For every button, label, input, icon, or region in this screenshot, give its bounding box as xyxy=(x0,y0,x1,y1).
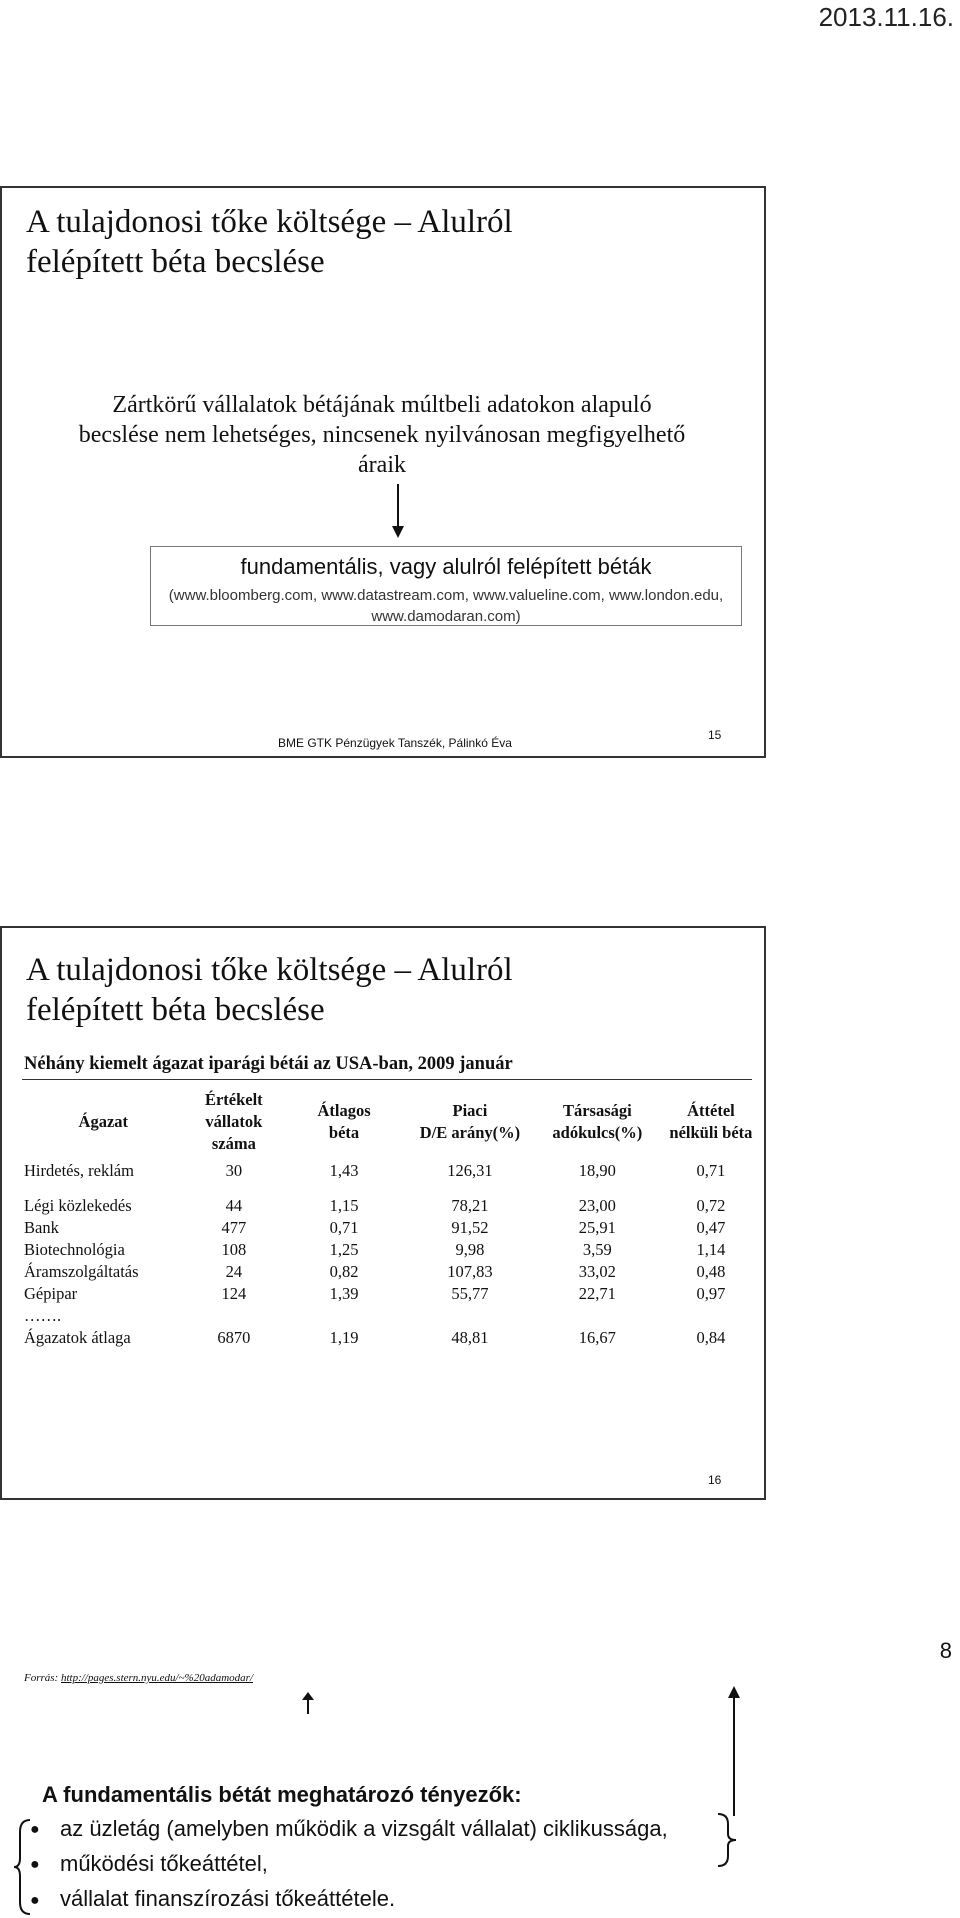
table-subtitle: Néhány kiemelt ágazat iparági bétái az USA-ban, 2009 január xyxy=(24,1054,513,1074)
table-row xyxy=(24,1161,764,1195)
cell-sector: ……. xyxy=(24,1306,62,1325)
slide-title-line1: A tulajdonosi tőke költsége – Alulról xyxy=(26,204,513,240)
source-label: Forrás: xyxy=(24,1672,61,1684)
header-line: száma xyxy=(211,1134,256,1153)
cell-sector: Biotechnológia xyxy=(24,1240,125,1259)
source-link[interactable]: http://pages.stern.nyu.edu/~%20adamodar/ xyxy=(60,1672,254,1684)
cell-companies: 477 xyxy=(221,1218,247,1237)
slide-footer: BME GTK Pénzügyek Tanszék, Pálinkó Éva xyxy=(278,736,512,750)
cell-sector: Légi közlekedés xyxy=(24,1196,132,1215)
factor-text: működési tőkeáttétel, xyxy=(60,1851,268,1877)
header-line: Ágazat xyxy=(78,1112,129,1131)
col-header-companies xyxy=(183,1083,286,1161)
factor-item xyxy=(30,1882,668,1917)
cell-tax-rate: 23,00 xyxy=(578,1196,616,1215)
cell-avg-beta: 1,15 xyxy=(329,1196,359,1215)
statement-text xyxy=(42,390,722,480)
statement-line: áraik xyxy=(358,452,406,478)
cell-companies: 44 xyxy=(225,1196,243,1215)
slide-number: 16 xyxy=(708,1473,722,1487)
cell-tax-rate: 3,59 xyxy=(582,1240,612,1259)
header-line: Piaci xyxy=(452,1101,488,1120)
cell-sector: Gépipar xyxy=(24,1284,78,1303)
box-title: fundamentális, vagy alulról felépített béták xyxy=(240,554,652,579)
cell-de-ratio: 48,81 xyxy=(451,1328,489,1347)
table-top-rule xyxy=(22,1079,752,1080)
factors-title: A fundamentális bétát meghatározó tényezők: xyxy=(42,1782,522,1807)
table-row xyxy=(24,1305,764,1327)
industry-beta-table xyxy=(24,1083,764,1349)
cell-unlevered-beta xyxy=(658,1305,764,1327)
table-row xyxy=(24,1283,764,1305)
slide-title xyxy=(26,202,513,282)
down-arrow-icon xyxy=(390,484,406,540)
table-source xyxy=(24,1672,253,1684)
cell-companies xyxy=(183,1305,286,1327)
cell-sector: Hirdetés, reklám xyxy=(24,1161,134,1180)
slide-title xyxy=(26,950,513,1030)
cell-unlevered-beta: 0,71 xyxy=(696,1161,726,1180)
cell-tax-rate: 22,71 xyxy=(578,1284,616,1303)
col-header-sector xyxy=(24,1083,183,1161)
statement-line: Zártkörű vállalatok bétájának múltbeli adatokon alapuló xyxy=(112,392,652,418)
cell-tax-rate: 18,90 xyxy=(578,1161,616,1180)
header-line: Társasági xyxy=(562,1101,632,1120)
cell-avg-beta: 1,43 xyxy=(329,1161,359,1180)
bullet-icon: ● xyxy=(30,1891,40,1909)
header-line: Átlagos xyxy=(317,1101,371,1120)
slide-16 xyxy=(0,926,766,1912)
table-header-row xyxy=(24,1083,764,1161)
table-row xyxy=(24,1327,764,1349)
bullet-icon: ● xyxy=(30,1856,40,1874)
cell-tax-rate xyxy=(537,1305,658,1327)
cell-companies: 30 xyxy=(225,1161,243,1180)
factor-item xyxy=(30,1812,668,1847)
cell-tax-rate: 25,91 xyxy=(578,1218,616,1237)
factor-item xyxy=(30,1847,668,1882)
table-row xyxy=(24,1239,764,1261)
cell-sector: Áramszolgáltatás xyxy=(24,1262,139,1281)
document-date: 2013.11.16. xyxy=(818,2,954,32)
bullet-icon: ● xyxy=(30,1821,40,1839)
cell-avg-beta xyxy=(285,1305,403,1327)
cell-unlevered-beta: 0,72 xyxy=(696,1196,726,1215)
up-arrow-icon xyxy=(298,1692,318,1714)
header-line: vállatok xyxy=(205,1112,263,1131)
cell-unlevered-beta: 0,84 xyxy=(696,1328,726,1347)
col-header-avg-beta xyxy=(285,1083,403,1161)
col-header-de-ratio xyxy=(403,1083,537,1161)
slide-title-line1: A tulajdonosi tőke költsége – Alulról xyxy=(26,952,513,988)
cell-avg-beta: 0,71 xyxy=(329,1218,359,1237)
factors-list xyxy=(30,1812,668,1918)
cell-companies: 108 xyxy=(221,1240,247,1259)
table-row xyxy=(24,1261,764,1283)
box-links-line1: (www.bloomberg.com, www.datastream.com, www.valueline.com, www.london.edu, xyxy=(168,587,724,604)
slide-number: 15 xyxy=(708,728,722,742)
slide-title-line2: felépített béta becslése xyxy=(26,244,325,280)
col-header-unlevered-beta xyxy=(658,1083,764,1161)
header-line: nélküli béta xyxy=(669,1123,753,1142)
cell-unlevered-beta: 0,47 xyxy=(696,1218,726,1237)
cell-avg-beta: 0,82 xyxy=(329,1262,359,1281)
statement-line: becslése nem lehetséges, nincsenek nyilvánosan megfigyelhető xyxy=(78,422,686,448)
cell-tax-rate: 33,02 xyxy=(578,1262,616,1281)
cell-de-ratio: 91,52 xyxy=(451,1218,489,1237)
cell-de-ratio: 9,98 xyxy=(455,1240,485,1259)
cell-companies: 124 xyxy=(221,1284,247,1303)
cell-unlevered-beta: 1,14 xyxy=(696,1240,726,1259)
cell-sector: Bank xyxy=(24,1218,59,1237)
cell-de-ratio: 126,31 xyxy=(447,1161,493,1180)
cell-unlevered-beta: 0,48 xyxy=(696,1262,726,1281)
factor-text: vállalat finanszírozási tőkeáttétele. xyxy=(60,1886,396,1912)
col-header-tax-rate xyxy=(537,1083,658,1161)
slide-title-line2: felépített béta becslése xyxy=(26,992,325,1028)
cell-avg-beta: 1,39 xyxy=(329,1284,359,1303)
cell-tax-rate: 16,67 xyxy=(578,1328,616,1347)
factor-text: az üzletág (amelyben működik a vizsgált vállalat) ciklikussága, xyxy=(60,1816,668,1841)
cell-de-ratio: 78,21 xyxy=(451,1196,489,1215)
header-line: adókulcs(%) xyxy=(552,1123,643,1142)
right-arrow-up-icon xyxy=(724,1684,744,1824)
table-row xyxy=(24,1195,764,1217)
cell-avg-beta: 1,25 xyxy=(329,1240,359,1259)
cell-avg-beta: 1,19 xyxy=(329,1328,359,1347)
box-links-line2: www.damodaran.com) xyxy=(371,608,521,625)
fundamental-beta-box xyxy=(150,546,742,626)
cell-de-ratio: 55,77 xyxy=(451,1284,489,1303)
cell-sector: Ágazatok átlaga xyxy=(24,1328,131,1347)
cell-unlevered-beta: 0,97 xyxy=(696,1284,726,1303)
page-number: 8 xyxy=(939,1638,952,1663)
header-line: Áttétel xyxy=(687,1101,735,1120)
cell-companies: 24 xyxy=(225,1262,243,1281)
cell-de-ratio xyxy=(403,1305,537,1327)
header-line: D/E arány(%) xyxy=(419,1123,521,1142)
header-line: Értékelt xyxy=(204,1090,263,1109)
slide-15 xyxy=(0,186,766,758)
left-brace-icon xyxy=(12,1818,32,1916)
table-row xyxy=(24,1217,764,1239)
header-line: béta xyxy=(328,1123,360,1142)
cell-de-ratio: 107,83 xyxy=(447,1262,493,1281)
cell-companies: 6870 xyxy=(217,1328,251,1347)
